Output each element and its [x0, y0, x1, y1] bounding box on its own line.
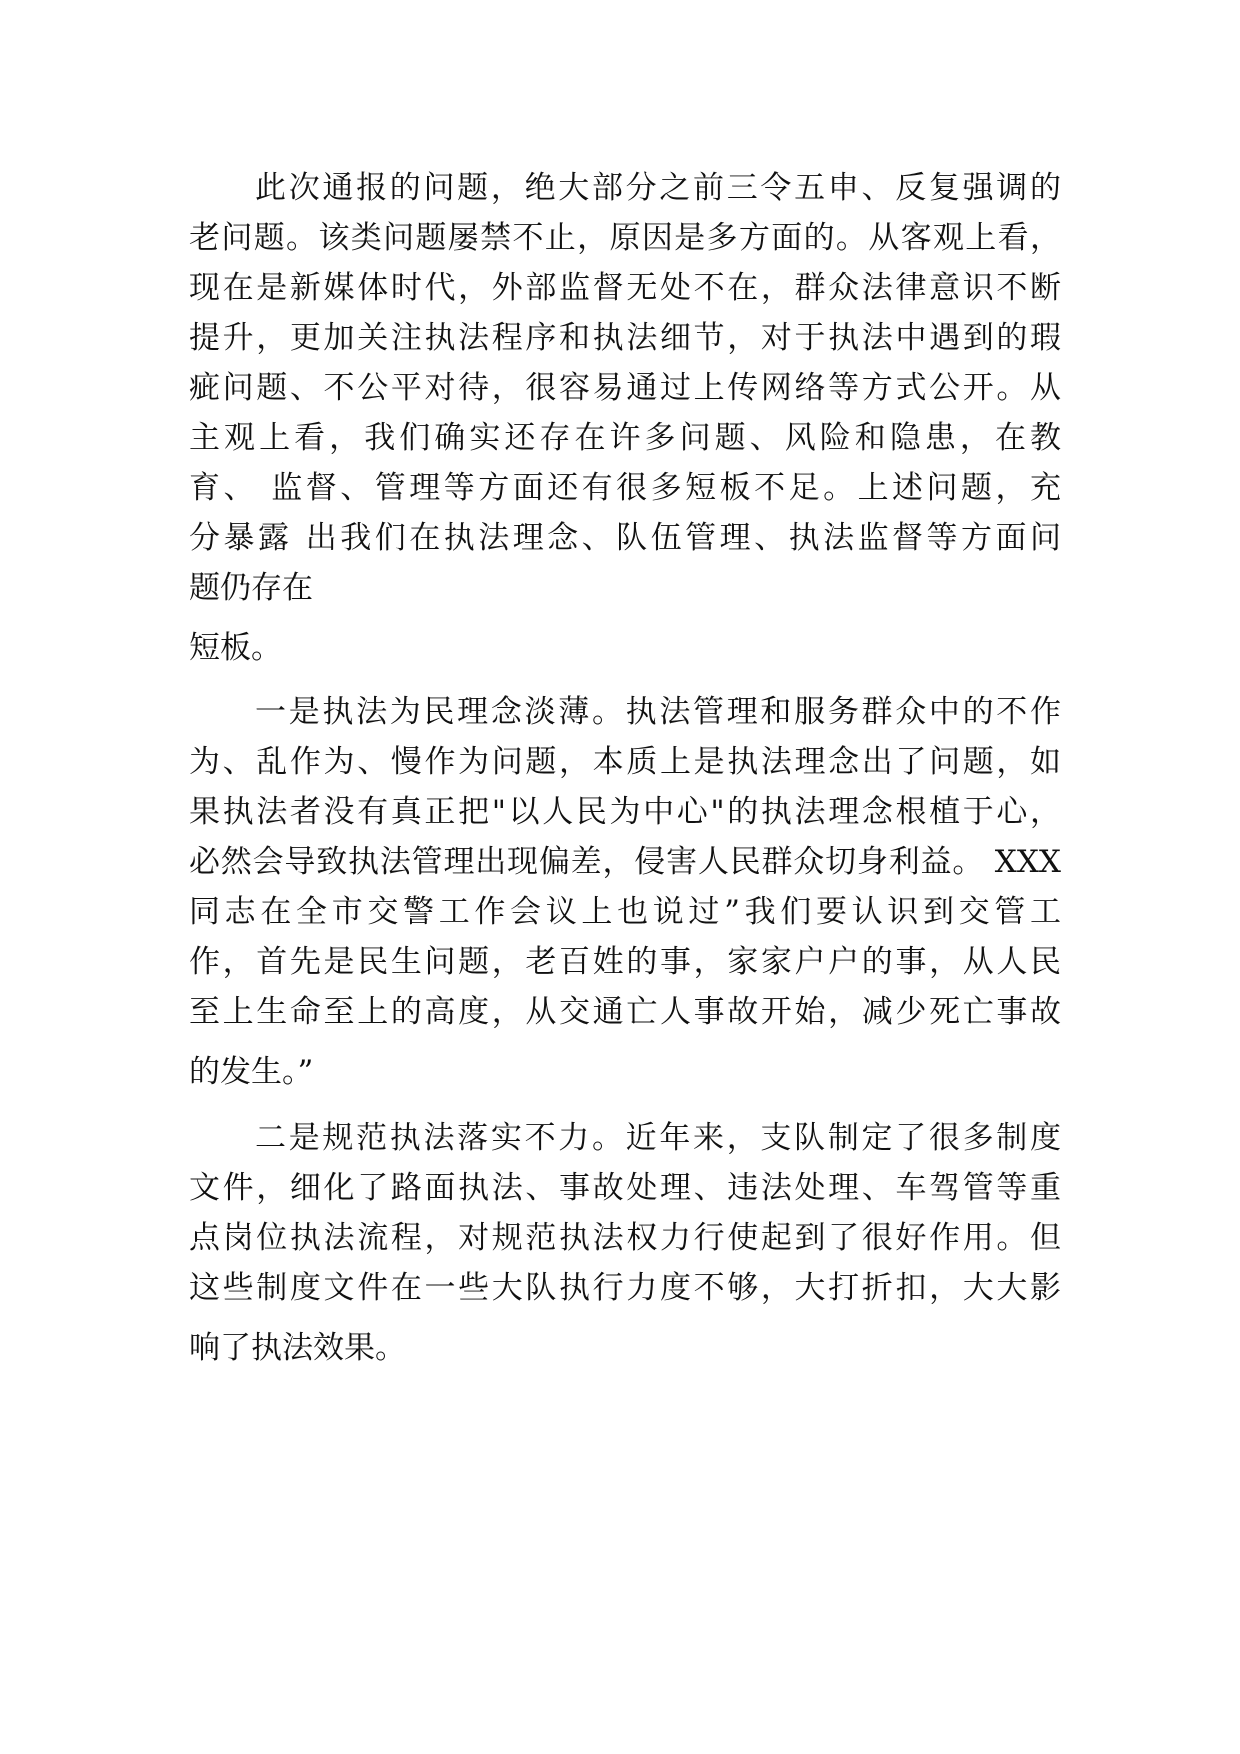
paragraph-3-line-5: 同志在全市交警工作会议上也说过”我们要认识到交管工 [189, 894, 1061, 930]
paragraph-3-line-7: 至上生命至上的高度，从交通亡人事故开始，减少死亡事故 [189, 994, 1061, 1030]
paragraph-4-line-3: 点岗位执法流程，对规范执法权力行使起到了很好作用。但 [189, 1220, 1061, 1256]
paragraph-1-line-3: 现在是新媒体时代，外部监督无处不在，群众法律意识不断 [189, 270, 1061, 306]
paragraph-3-line-3: 果执法者没有真正把"以人民为中心"的执法理念根植于心， [189, 794, 1061, 830]
paragraph-3-line-6: 作，首先是民生问题，老百姓的事，家家户户的事，从人民 [189, 944, 1061, 980]
paragraph-1-line-5: 疵问题、不公平对待，很容易通过上传网络等方式公开。从 [189, 370, 1061, 406]
paragraph-1-line-1: 此次通报的问题，绝大部分之前三令五申、反复强调的 [255, 170, 1061, 206]
paragraph-4-line-2: 文件，细化了路面执法、事故处理、违法处理、车驾管等重 [189, 1170, 1061, 1206]
paragraph-2-line-1: 短板。 [189, 630, 282, 666]
paragraph-4-line-1: 二是规范执法落实不力。近年来，支队制定了很多制度 [255, 1120, 1061, 1156]
paragraph-1-line-9: 题仍存在 [189, 570, 313, 606]
paragraph-3-line-2: 为、乱作为、慢作为问题，本质上是执法理念出了问题，如 [189, 744, 1061, 780]
paragraph-3-line-8: 的发生。” [189, 1054, 314, 1090]
paragraph-1-line-2: 老问题。该类问题屡禁不止，原因是多方面的。从客观上看， [189, 220, 1061, 256]
paragraph-4-line-5: 响了执法效果。 [189, 1330, 406, 1366]
paragraph-1-line-8: 分暴露 出我们在执法理念、队伍管理、执法监督等方面问 [189, 520, 1061, 556]
paragraph-3-line-1: 一是执法为民理念淡薄。执法管理和服务群众中的不作 [255, 694, 1061, 730]
paragraph-4-line-4: 这些制度文件在一些大队执行力度不够，大打折扣，大大影 [189, 1270, 1061, 1306]
paragraph-1-line-6: 主观上看，我们确实还存在许多问题、风险和隐患，在教 [189, 420, 1061, 456]
paragraph-1-line-7: 育、 监督、管理等方面还有很多短板不足。上述问题，充 [189, 470, 1061, 506]
paragraph-3-line-4: 必然会导致执法管理出现偏差，侵害人民群众切身利益。 XXX [189, 844, 1061, 880]
paragraph-1-line-4: 提升，更加关注执法程序和执法细节，对于执法中遇到的瑕 [189, 320, 1061, 356]
